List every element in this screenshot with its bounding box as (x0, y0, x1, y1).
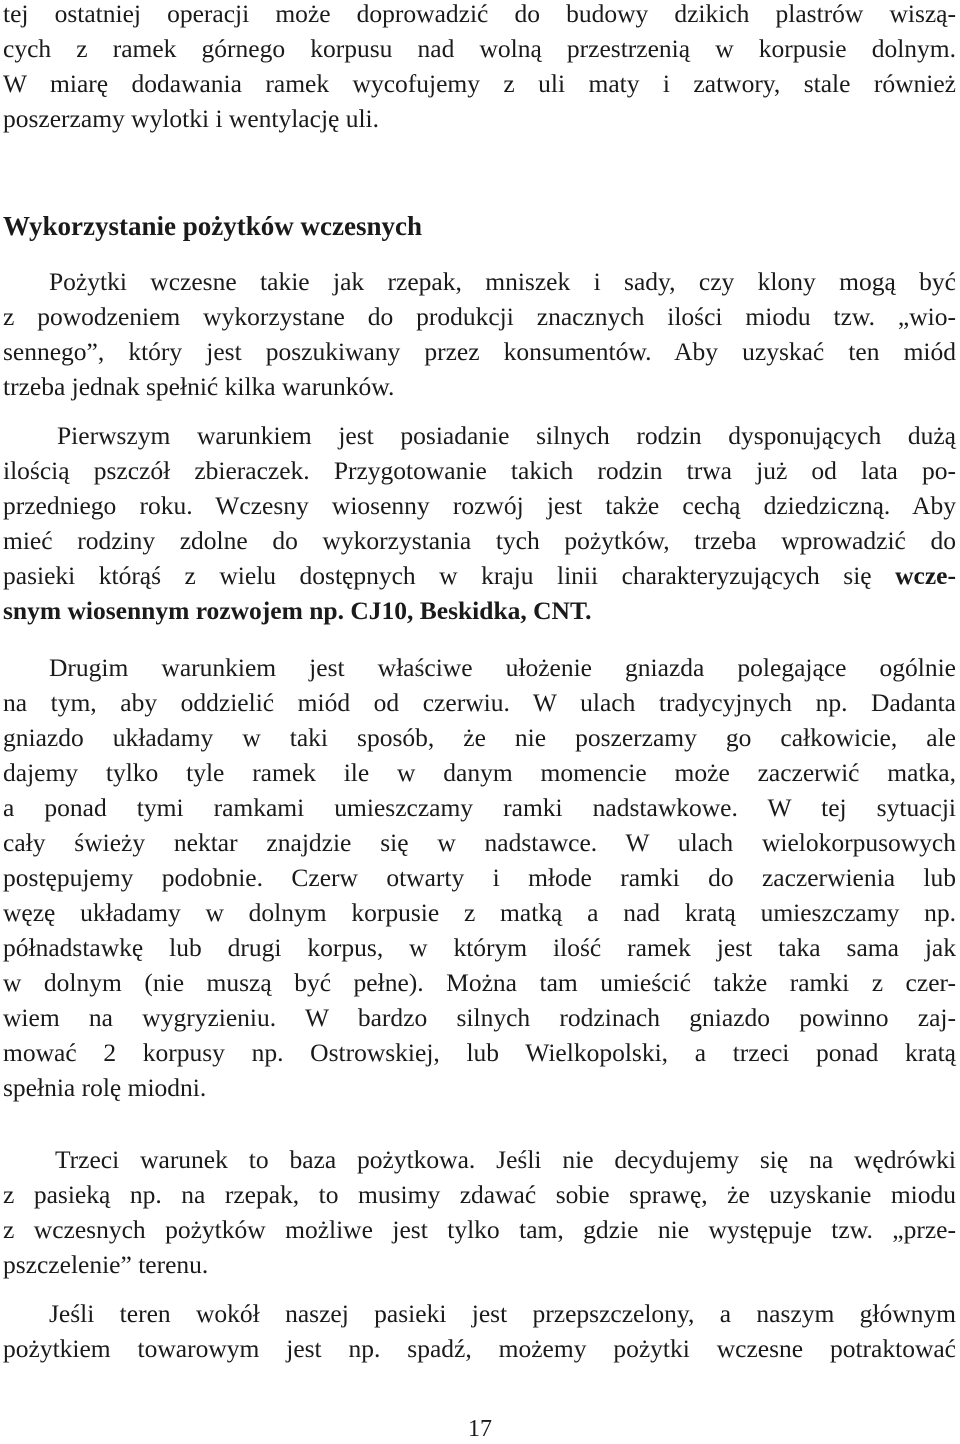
text-line: ilością pszczół zbieraczek. Przygotowanie takich rodzin trwa już od lata po- (3, 456, 956, 485)
text-line: Pierwszym warunkiem jest posiadanie silnych rodzin dysponujących dużą (57, 421, 956, 450)
text-line: a ponad tymi ramkami umieszczamy ramki nadstawkowe. W tej sytuacji (3, 793, 956, 822)
text-line: węzę układamy w dolnym korpusie z matką a nad kratą umieszczamy np. (3, 898, 956, 927)
text-line: pszczelenie” terenu. (3, 1250, 209, 1279)
bold-text: snym wiosennym rozwojem np. CJ10, Beskidka, CNT. (3, 596, 592, 625)
text-line: w dolnym (nie muszą być pełne). Można tam umieścić także ramki z czer- (3, 968, 956, 997)
text-line: przedniego roku. Wczesny wiosenny rozwój jest także cechą dziedziczną. Aby (3, 491, 956, 520)
text-line: cych z ramek górnego korpusu nad wolną przestrzenią w korpusie dolnym. (3, 34, 956, 63)
text-line: dajemy tylko tyle ramek ile w danym momencie może zaczerwić matka, (3, 758, 956, 787)
text-line: z powodzeniem wykorzystane do produkcji znacznych ilości miodu tzw. „wio- (3, 302, 956, 331)
paragraph-intro (3, 264, 956, 404)
paragraph-third-condition (3, 1142, 956, 1282)
text-line: pożytkiem towarowym jest np. spadź, możemy pożytki wczesne potraktować (3, 1334, 956, 1363)
text-line: Jeśli teren wokół naszej pasieki jest przepszczelony, a naszym głównym (49, 1299, 956, 1328)
text-line: tej ostatniej operacji może doprowadzić do budowy dzikich plastrów wiszą- (3, 0, 956, 28)
page-number: 17 (468, 1416, 492, 1442)
text-line: wiem na wygryzieniu. W bardzo silnych rodzinach gniazdo powinno zaj- (3, 1003, 956, 1032)
text-line: z wczesnych pożytków możliwe jest tylko tam, gdzie nie występuje tzw. „prze- (3, 1215, 956, 1244)
text-line: spełnia rolę miodni. (3, 1073, 207, 1102)
paragraph-second-condition (3, 650, 956, 1105)
text-line: poszerzamy wylotki i wentylację uli. (3, 104, 380, 133)
paragraph-final (3, 1296, 956, 1366)
paragraph-first-condition (3, 418, 956, 628)
text-line: mieć rodziny zdolne do wykorzystania tych pożytków, trzeba wprowadzić do (3, 526, 956, 555)
section-heading: Wykorzystanie pożytków wczesnych (3, 211, 422, 241)
text-line: Trzeci warunek to baza pożytkowa. Jeśli nie decydujemy się na wędrówki (55, 1145, 956, 1174)
text-line: mować 2 korpusy np. Ostrowskiej, lub Wielkopolski, a trzeci ponad kratą (3, 1038, 956, 1067)
text-line: na tym, aby oddzielić miód od czerwiu. W ulach tradycyjnych np. Dadanta (3, 688, 956, 717)
text-line: gniazdo układamy w taki sposób, że nie poszerzamy go całkowicie, ale (3, 723, 956, 752)
text-line: z pasieką np. na rzepak, to musimy zdawać sobie sprawę, że uzyskanie miodu (3, 1180, 956, 1209)
text-segment: pasieki którąś z wielu dostępnych w kraju linii charakteryzujących się (3, 561, 896, 590)
text-line: trzeba jednak spełnić kilka warunków. (3, 372, 395, 401)
text-line: półnadstawkę lub drugi korpus, w którym ilość ramek jest taka sama jak (3, 933, 956, 962)
text-line: W miarę dodawania ramek wycofujemy z uli maty i zatwory, stale również (3, 69, 956, 98)
paragraph-continuation (3, 0, 956, 136)
text-line: cały świeży nektar znajdzie się w nadstawce. W ulach wielokorpusowych (3, 828, 956, 857)
text-line: Pożytki wczesne takie jak rzepak, mniszek i sady, czy klony mogą być (49, 267, 956, 296)
text-line: sennego”, który jest poszukiwany przez konsumentów. Aby uzyskać ten miód (3, 337, 956, 366)
text-line: postępujemy podobnie. Czerw otwarty i młode ramki do zaczerwienia lub (3, 863, 956, 892)
text-line: Drugim warunkiem jest właściwe ułożenie gniazda polegające ogólnie (49, 653, 956, 682)
bold-text: wcze- (895, 561, 956, 590)
text-line (3, 593, 956, 628)
text-line (3, 558, 956, 593)
